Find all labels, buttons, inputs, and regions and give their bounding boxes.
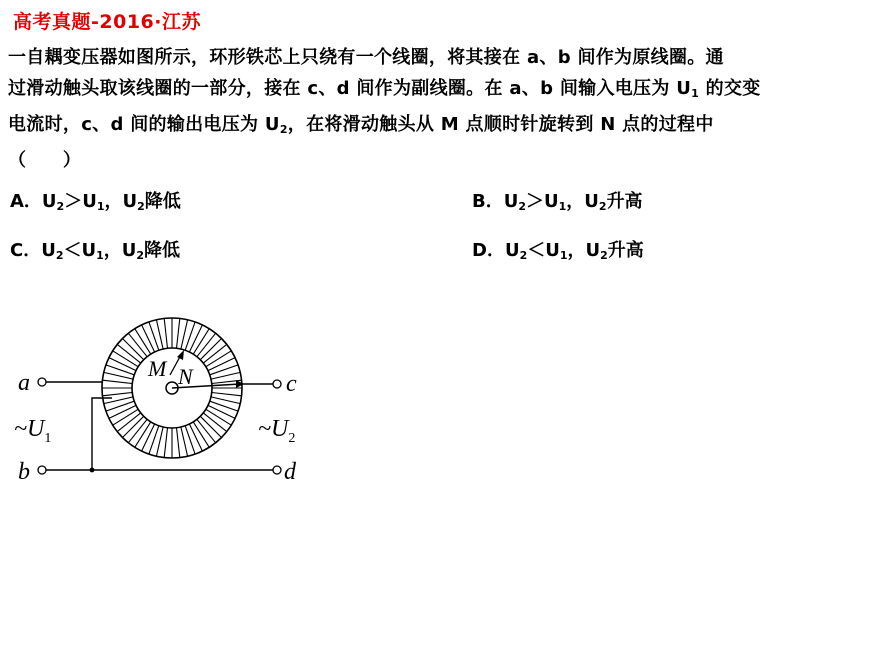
- wire-b-up: [92, 398, 112, 470]
- autotransformer-diagram: [0, 300, 360, 500]
- text-fragment: A．U: [10, 191, 57, 212]
- subscript: 2: [279, 123, 288, 136]
- m-arrow-head-icon: [177, 350, 184, 360]
- text-fragment: 过滑动触头取该线圈的一部分，接在 c、d 间作为副线圈。在 a、b 间输入电压为 U: [8, 78, 692, 99]
- option-b[interactable]: [472, 187, 643, 213]
- winding-turn: [135, 329, 151, 354]
- winding-turn: [102, 380, 132, 383]
- text-fragment: ，U: [566, 191, 599, 212]
- label-b: b: [18, 459, 30, 485]
- question-line-4: （ ）: [8, 150, 82, 171]
- text-fragment: ＞U: [64, 191, 97, 212]
- label-a: a: [18, 370, 30, 396]
- option-c[interactable]: [10, 236, 180, 262]
- text-fragment: ＜U: [527, 240, 560, 261]
- winding-turn: [109, 358, 136, 371]
- subscript: 1: [558, 200, 567, 213]
- terminal-d: [273, 466, 281, 474]
- winding-turn: [142, 325, 155, 352]
- text-fragment: ~U: [258, 416, 289, 442]
- text-fragment: ~U: [14, 416, 45, 442]
- label-u2: [258, 416, 295, 446]
- winding-turn: [109, 405, 136, 418]
- winding-turn: [177, 428, 180, 458]
- text-fragment: ，U: [104, 191, 138, 212]
- text-fragment: C．U: [10, 240, 56, 261]
- terminal-a: [38, 378, 46, 386]
- winding-turn: [208, 405, 235, 418]
- text-fragment: ，在将滑动触头从 M 点顺时针旋转到 N 点的过程中: [287, 114, 714, 135]
- text-fragment: 降低: [144, 240, 181, 261]
- text-fragment: ，U: [567, 240, 601, 261]
- text-fragment: D．U: [472, 240, 520, 261]
- subscript: 1: [559, 249, 568, 262]
- subscript: 2: [519, 249, 528, 262]
- winding-turn: [177, 318, 180, 348]
- subscript: 1: [691, 87, 700, 100]
- text-fragment: B．U: [472, 191, 519, 212]
- label-m: M: [148, 356, 167, 381]
- winding-turn: [164, 318, 167, 348]
- label-c: c: [286, 371, 297, 397]
- question-line-2: [8, 73, 888, 109]
- label-u1: [14, 416, 51, 446]
- subscript: 2: [55, 249, 64, 262]
- winding-turn: [189, 424, 202, 451]
- text-fragment: ＞U: [526, 191, 559, 212]
- text-fragment: 降低: [144, 191, 181, 212]
- question-line-3: [8, 109, 888, 145]
- winding-turn: [102, 393, 132, 396]
- question-text: [8, 42, 888, 176]
- winding-turn: [135, 422, 151, 447]
- subscript: 1: [44, 431, 52, 446]
- winding-turn: [189, 325, 202, 352]
- winding-turn: [193, 422, 209, 447]
- text-fragment: ＜U: [63, 240, 97, 261]
- winding-turn: [212, 393, 242, 396]
- subscript: 2: [600, 249, 608, 262]
- option-d[interactable]: [472, 236, 644, 262]
- subscript: 2: [288, 431, 296, 446]
- subscript: 2: [518, 200, 526, 213]
- subscript: 2: [137, 200, 145, 213]
- winding-turn: [208, 358, 235, 371]
- text-fragment: 升高: [606, 191, 643, 212]
- text-fragment: 的交变: [699, 78, 761, 99]
- page-title: 高考真题-2016·江苏: [13, 11, 201, 33]
- winding-turn: [193, 329, 209, 354]
- winding-turn: [113, 351, 138, 367]
- text-fragment: 升高: [607, 240, 644, 261]
- terminal-b: [38, 466, 46, 474]
- label-n: N: [178, 364, 193, 389]
- subscript: 2: [136, 249, 145, 262]
- winding-turn: [206, 409, 231, 425]
- winding-turn: [113, 409, 138, 425]
- question-line-1: 一自耦变压器如图所示，环形铁芯上只绕有一个线圈，将其接在 a、b 间作为原线圈。通: [8, 47, 724, 68]
- junction-dot: [90, 468, 95, 473]
- winding-turn: [164, 428, 167, 458]
- option-a[interactable]: [10, 187, 181, 213]
- subscript: 1: [96, 200, 105, 213]
- subscript: 2: [56, 200, 65, 213]
- text-fragment: 电流时，c、d 间的输出电压为 U: [8, 114, 280, 135]
- subscript: 1: [96, 249, 104, 262]
- text-fragment: ，U: [103, 240, 137, 261]
- terminal-c: [273, 380, 281, 388]
- winding-turn: [206, 351, 231, 367]
- label-d: d: [284, 459, 296, 485]
- winding-turn: [142, 424, 155, 451]
- subscript: 2: [598, 200, 607, 213]
